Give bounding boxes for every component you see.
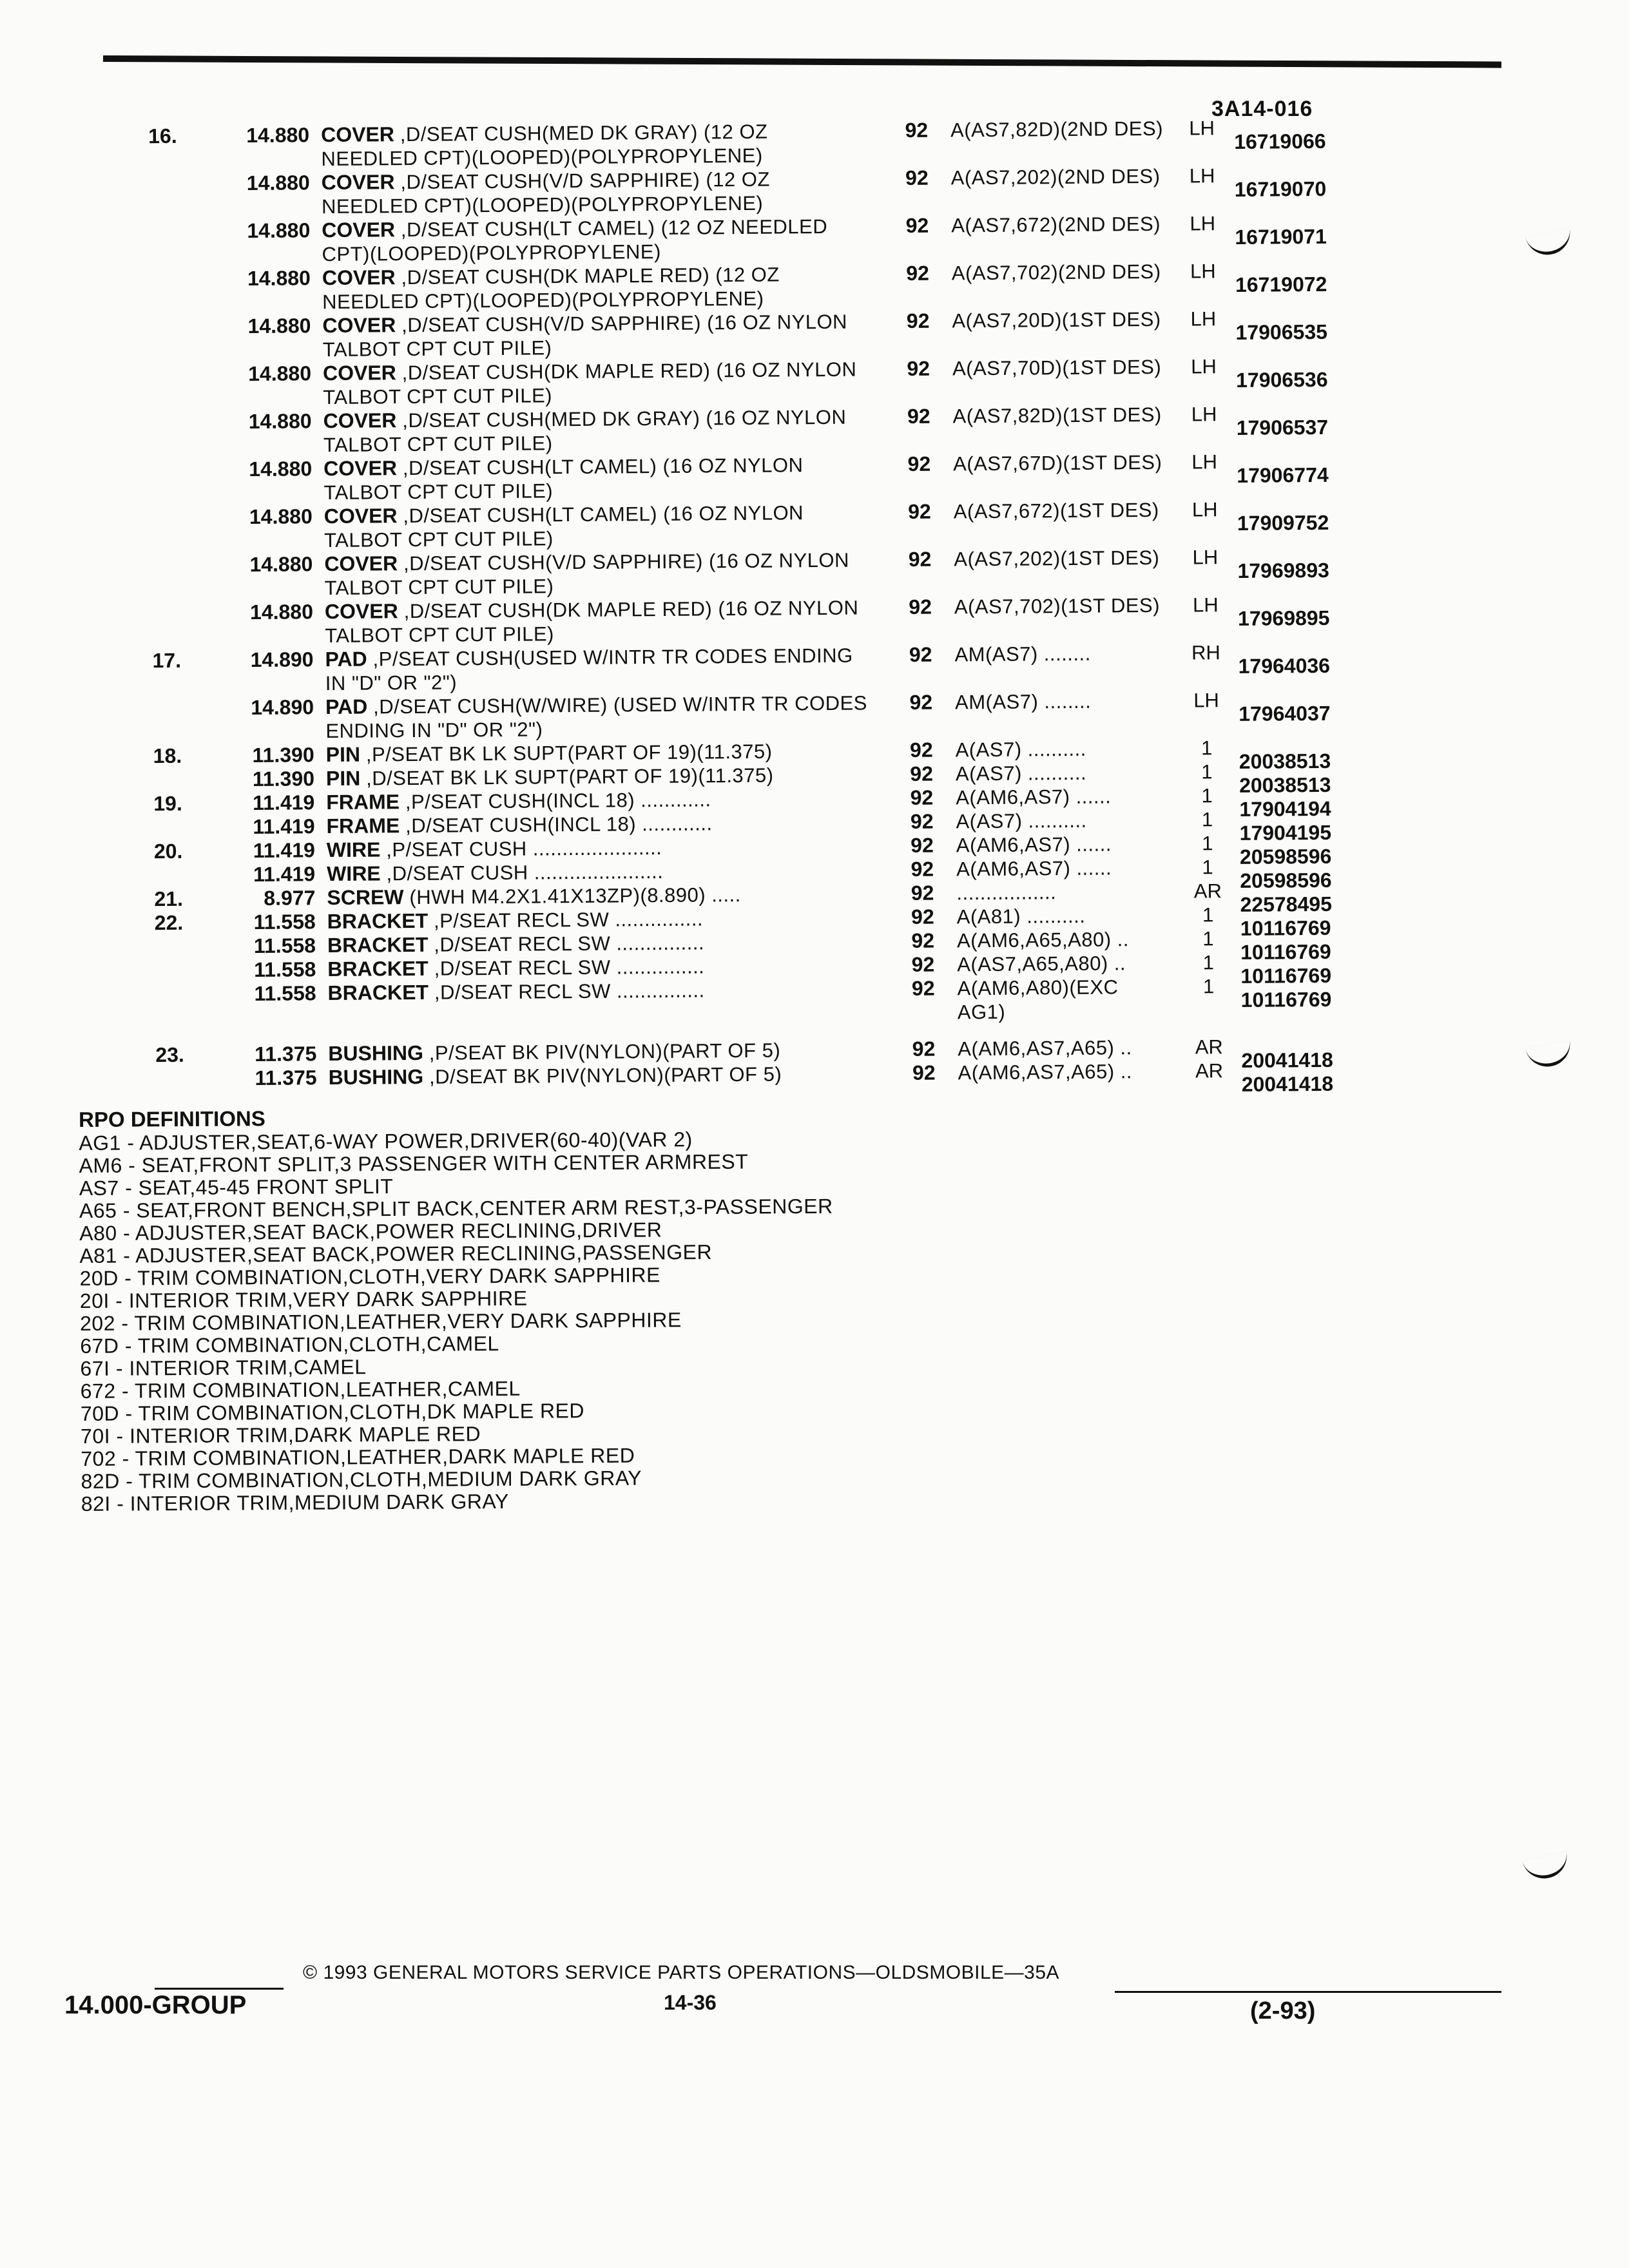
- group-number: 14.880: [249, 600, 314, 624]
- part-description: [322, 166, 870, 218]
- part-name: BUSHING: [328, 1064, 424, 1090]
- model-year: 92: [911, 857, 934, 881]
- item-number: [151, 505, 209, 506]
- part-description: [322, 262, 871, 314]
- rpo-item: AG1 - ADJUSTER,SEAT,6-WAY POWER,DRIVER(60-40)(VAR 2): [79, 1128, 693, 1155]
- quantity: LH: [1193, 689, 1220, 712]
- group-number: 14.880: [247, 314, 311, 338]
- group-number: 14.880: [246, 123, 310, 147]
- group-number: 14.880: [249, 552, 313, 576]
- part-detail: ,P/SEAT CUSH ......................: [386, 836, 662, 861]
- item-number: [150, 362, 208, 363]
- part-name: COVER: [324, 552, 398, 576]
- group-number: 11.558: [254, 957, 316, 981]
- part-name: BRACKET: [327, 932, 429, 957]
- group-number: 14.890: [250, 648, 314, 671]
- part-name: COVER: [322, 361, 396, 385]
- part-name: PIN: [325, 742, 361, 767]
- model-year: 92: [907, 404, 930, 428]
- model-year: 92: [910, 762, 934, 785]
- usage-code: A(AM6,AS7) ......: [956, 832, 1112, 857]
- model-year: 92: [908, 499, 931, 523]
- rpo-item: 202 - TRIM COMBINATION,LEATHER,VERY DARK SAPPHIRE: [79, 1308, 682, 1335]
- item-number: [155, 1066, 213, 1067]
- part-description: [323, 405, 871, 457]
- quantity: 1: [1200, 736, 1213, 760]
- part-description: [324, 500, 872, 552]
- part-description: [324, 548, 872, 600]
- rpo-item: 702 - TRIM COMBINATION,LEATHER,DARK MAPLE RED: [81, 1443, 635, 1470]
- part-description: [325, 691, 874, 743]
- part-number: 17904194: [1239, 796, 1331, 821]
- item-number: [149, 314, 207, 315]
- group-number: 14.890: [251, 695, 314, 719]
- part-number: 17969895: [1237, 606, 1330, 630]
- item-number: 17.: [152, 648, 182, 673]
- rpo-list: [79, 1126, 1048, 1515]
- usage-code: A(AS7,20D)(1ST DES): [952, 307, 1161, 332]
- group-number: 14.880: [246, 171, 310, 195]
- part-name: COVER: [323, 456, 398, 481]
- usage-code: A(AS7,82D)(1ST DES): [952, 403, 1162, 428]
- usage-code: A(AM6,AS7) ......: [956, 785, 1112, 809]
- part-name: COVER: [322, 265, 396, 290]
- rpo-item: 672 - TRIM COMBINATION,LEATHER,CAMEL: [80, 1376, 521, 1403]
- part-name: COVER: [323, 504, 398, 528]
- part-name: SCREW: [327, 885, 404, 910]
- part-description: [325, 595, 873, 648]
- part-number: 17906774: [1237, 463, 1329, 487]
- model-year: 92: [911, 833, 934, 857]
- quantity: 1: [1202, 856, 1213, 879]
- model-year: 92: [909, 690, 933, 714]
- part-number: 16719071: [1235, 224, 1327, 249]
- model-year: 92: [912, 1037, 936, 1061]
- part-description: [321, 119, 869, 171]
- usage-code: A(AS7,82D)(2ND DES): [950, 117, 1164, 142]
- group-number: 14.880: [249, 457, 313, 481]
- part-number: 17906536: [1236, 367, 1328, 392]
- group-number: 11.375: [255, 1042, 317, 1066]
- part-description: [322, 309, 871, 361]
- group-number: 11.390: [252, 767, 315, 791]
- model-year: 92: [907, 452, 931, 476]
- part-number: 17964036: [1238, 653, 1331, 678]
- part-detail: ,D/SEAT CUSH(LT CAMEL) (16 OZ NYLON TALBOT CPT CUT PILE): [323, 454, 804, 505]
- quantity: 1: [1201, 808, 1213, 831]
- group-number: 11.558: [253, 934, 316, 957]
- usage-code: AM(AS7) ........: [954, 689, 1092, 714]
- model-year: 92: [909, 642, 932, 666]
- item-number: 16.: [148, 124, 177, 148]
- part-number: 17906535: [1235, 320, 1328, 344]
- usage-code: A(AS7,67D)(1ST DES): [953, 450, 1162, 476]
- part-name: FRAME: [326, 790, 400, 814]
- rpo-item: 82I - INTERIOR TRIM,MEDIUM DARK GRAY: [81, 1489, 509, 1515]
- usage-code: A(AS7,702)(2ND DES): [951, 260, 1161, 285]
- group-number: 11.419: [253, 862, 316, 886]
- usage-code: .................: [956, 881, 1057, 905]
- part-number: 20038513: [1239, 749, 1331, 773]
- model-year: 92: [908, 547, 932, 571]
- part-name: COVER: [323, 408, 397, 433]
- quantity: AR: [1195, 1059, 1224, 1082]
- part-detail: ,D/SEAT CUSH(V/D SAPPHIRE) (16 OZ NYLON TALBOT CPT CUT PILE): [322, 310, 848, 361]
- rpo-definitions: [79, 1102, 1048, 1515]
- model-year: 92: [912, 1061, 936, 1084]
- part-detail: ,D/SEAT CUSH ......................: [386, 860, 664, 885]
- group-number: 11.558: [254, 981, 316, 1005]
- model-year: 92: [911, 976, 935, 1000]
- usage-code: A(AS7,672)(2ND DES): [951, 212, 1161, 237]
- quantity: LH: [1191, 355, 1217, 378]
- model-year: 92: [911, 928, 935, 952]
- group-number: 14.880: [247, 266, 311, 290]
- top-rule: [103, 55, 1501, 68]
- part-detail: ,D/SEAT CUSH(MED DK GRAY) (12 OZ NEEDLED CPT)(LOOPED)(POLYPROPYLENE): [321, 120, 768, 171]
- part-detail: ,D/SEAT CUSH(MED DK GRAY) (16 OZ NYLON TALBOT CPT CUT PILE): [323, 405, 847, 457]
- part-detail: ,D/SEAT CUSH(INCL 18) ............: [405, 812, 713, 838]
- item-number: [153, 696, 211, 697]
- part-detail: ,D/SEAT CUSH(LT CAMEL) (16 OZ NYLON TALBOT CPT CUT PILE): [323, 501, 804, 552]
- item-number: [153, 767, 211, 768]
- model-year: 92: [910, 785, 934, 809]
- part-detail: ,P/SEAT CUSH(USED W/INTR TR CODES ENDING IN "D" OR "2"): [325, 644, 853, 695]
- group-number: 11.419: [253, 838, 315, 862]
- usage-code: A(AS7,70D)(1ST DES): [952, 355, 1162, 380]
- rpo-item: 67I - INTERIOR TRIM,CAMEL: [80, 1355, 367, 1380]
- part-detail: ,D/SEAT RECL SW ...............: [434, 955, 705, 980]
- item-number: [149, 171, 207, 172]
- part-name: BRACKET: [327, 980, 429, 1005]
- part-number: 20598596: [1240, 868, 1332, 892]
- part-detail: ,P/SEAT BK PIV(NYLON)(PART OF 5): [429, 1039, 781, 1064]
- copyright: © 1993 GENERAL MOTORS SERVICE PARTS OPERATIONS—OLDSMOBILE—35A: [303, 1962, 1060, 1983]
- quantity: LH: [1189, 117, 1215, 140]
- part-name: BRACKET: [327, 956, 429, 981]
- part-name: PIN: [325, 766, 361, 791]
- usage-code: A(AS7) ..........: [955, 737, 1086, 762]
- rpo-item: AS7 - SEAT,45-45 FRONT SPLIT: [79, 1175, 394, 1200]
- part-name: FRAME: [326, 814, 400, 838]
- rpo-item: 20I - INTERIOR TRIM,VERY DARK SAPPHIRE: [79, 1286, 528, 1312]
- parts-table: [0, 113, 1629, 1096]
- model-year: 92: [905, 213, 929, 237]
- copyright-rule: [1115, 1991, 1501, 1993]
- part-name: BUSHING: [328, 1041, 424, 1066]
- part-description: [323, 452, 872, 505]
- revision-date: (2-93): [1250, 1997, 1316, 2024]
- model-year: 92: [909, 738, 933, 762]
- usage-code: A(AS7,A65,A80) ..: [957, 952, 1126, 976]
- quantity: RH: [1191, 641, 1221, 664]
- part-number: 20598596: [1239, 844, 1332, 869]
- group-number: 14.880: [248, 361, 312, 385]
- item-number: 23.: [155, 1043, 184, 1067]
- usage-code: A(AS7) ..........: [955, 761, 1087, 785]
- group-label: 14.000-GROUP: [64, 1991, 247, 2019]
- usage-code: A(AM6,AS7,A65) ..: [958, 1036, 1132, 1061]
- part-number: 16719072: [1235, 272, 1327, 296]
- quantity: LH: [1190, 307, 1217, 331]
- group-number: 11.390: [252, 743, 314, 767]
- usage-code: AM(AS7) ........: [954, 642, 1091, 666]
- model-year: 92: [909, 595, 932, 619]
- part-number: 17904195: [1239, 820, 1332, 845]
- usage-code: A(AM6,A80)(EXC AG1): [957, 975, 1119, 1024]
- usage-code: A(AM6,A65,A80) ..: [956, 928, 1130, 952]
- quantity: LH: [1190, 212, 1216, 235]
- part-number: 10116769: [1240, 939, 1331, 964]
- quantity: 1: [1202, 975, 1215, 998]
- group-number: 8.977: [264, 886, 316, 910]
- part-description: [323, 357, 871, 409]
- usage-code: A(AS7,672)(1ST DES): [953, 498, 1159, 523]
- quantity: LH: [1191, 450, 1218, 474]
- rpo-item: A81 - ADJUSTER,SEAT BACK,POWER RECLINING,PASSENGER: [79, 1240, 713, 1267]
- quantity: AR: [1195, 1035, 1223, 1059]
- section-code: 3A14-016: [1211, 97, 1313, 121]
- quantity: 1: [1202, 951, 1215, 974]
- rpo-item: 70I - INTERIOR TRIM,DARK MAPLE RED: [80, 1422, 481, 1448]
- quantity: LH: [1190, 260, 1216, 283]
- rpo-item: 20D - TRIM COMBINATION,CLOTH,VERY DARK SAPPHIRE: [79, 1263, 661, 1290]
- quantity: 1: [1202, 927, 1214, 950]
- group-rule: [155, 1988, 284, 1990]
- binding-mark: [1522, 1851, 1571, 1883]
- model-year: 92: [905, 166, 929, 189]
- quantity: AR: [1193, 879, 1222, 903]
- quantity: 1: [1202, 903, 1214, 927]
- part-description: [322, 214, 870, 266]
- item-number: [155, 958, 213, 959]
- item-number: 18.: [153, 744, 182, 768]
- usage-code: A(AS7,202)(2ND DES): [950, 164, 1161, 189]
- part-detail: (HWH M4.2X1.41X13ZP)(8.890) .....: [409, 883, 741, 909]
- part-detail: ,D/SEAT CUSH(DK MAPLE RED) (12 OZ NEEDLED CPT)(LOOPED)(POLYPROPYLENE): [322, 263, 780, 314]
- part-name: COVER: [322, 218, 396, 242]
- quantity: 1: [1201, 760, 1213, 783]
- usage-code: A(AS7) ..........: [956, 809, 1087, 833]
- part-name: BRACKET: [327, 908, 429, 934]
- part-detail: ,P/SEAT CUSH(INCL 18) ............: [405, 788, 711, 814]
- usage-code: A(AM6,AS7,A65) ..: [958, 1060, 1133, 1084]
- item-number: 20.: [153, 839, 183, 863]
- part-name: PAD: [325, 647, 367, 671]
- page-number: 14-36: [664, 1991, 717, 2014]
- usage-code: A(AS7,702)(1ST DES): [954, 593, 1161, 619]
- part-number: 22578495: [1240, 892, 1333, 916]
- rpo-item: 70D - TRIM COMBINATION,CLOTH,DK MAPLE RED: [80, 1399, 585, 1425]
- model-year: 92: [911, 905, 934, 928]
- quantity: 1: [1201, 784, 1213, 807]
- part-detail: ,D/SEAT CUSH(LT CAMEL) (12 OZ NEEDLED CPT)(LOOPED)(POLYPROPYLENE): [322, 215, 828, 266]
- item-number: [153, 815, 211, 816]
- part-number: 20041418: [1241, 1072, 1334, 1096]
- group-number: 14.880: [248, 409, 312, 433]
- part-name: COVER: [320, 122, 395, 147]
- part-detail: ,P/SEAT BK LK SUPT(PART OF 19)(11.375): [365, 740, 773, 766]
- rpo-item: 82D - TRIM COMBINATION,CLOTH,MEDIUM DARK GRAY: [81, 1466, 642, 1493]
- rpo-title: RPO DEFINITIONS: [78, 1106, 265, 1131]
- rpo-item: A80 - ADJUSTER,SEAT BACK,POWER RECLINING,DRIVER: [79, 1218, 662, 1245]
- part-description: [328, 1061, 876, 1090]
- model-year: 92: [907, 356, 930, 380]
- part-number: 10116769: [1240, 987, 1332, 1012]
- group-number: 11.419: [253, 814, 315, 838]
- rpo-item: AM6 - SEAT,FRONT SPLIT,3 PASSENGER WITH CENTER ARMREST: [79, 1149, 749, 1177]
- part-number: 16719066: [1234, 129, 1326, 153]
- usage-code: A(A81) ..........: [956, 904, 1086, 928]
- model-year: 92: [911, 952, 935, 976]
- model-year: 92: [906, 261, 929, 285]
- part-detail: ,D/SEAT RECL SW ...............: [434, 979, 705, 1004]
- part-number: 10116769: [1240, 916, 1331, 940]
- model-year: 92: [910, 809, 934, 833]
- part-detail: ,D/SEAT CUSH(DK MAPLE RED) (16 OZ NYLON TALBOT CPT CUT PILE): [325, 596, 859, 648]
- part-number: 20041418: [1241, 1048, 1333, 1072]
- part-name: WIRE: [326, 861, 381, 886]
- part-number: 10116769: [1240, 963, 1332, 988]
- part-detail: ,P/SEAT RECL SW ...............: [433, 907, 704, 932]
- part-name: COVER: [324, 599, 398, 624]
- quantity: LH: [1191, 498, 1218, 521]
- part-detail: ,D/SEAT BK PIV(NYLON)(PART OF 5): [429, 1062, 782, 1088]
- part-detail: ,D/SEAT CUSH(DK MAPLE RED) (16 OZ NYLON TALBOT CPT CUT PILE): [323, 358, 857, 409]
- part-number: 20038513: [1239, 773, 1331, 797]
- part-number: 17969893: [1237, 558, 1329, 582]
- part-name: WIRE: [326, 838, 381, 862]
- group-number: 11.558: [253, 910, 316, 934]
- item-number: [155, 982, 213, 983]
- part-detail: ,D/SEAT CUSH(V/D SAPPHIRE) (12 OZ NEEDLED CPT)(LOOPED)(POLYPROPYLENE): [321, 168, 770, 218]
- part-detail: ,D/SEAT CUSH(V/D SAPPHIRE) (16 OZ NYLON TALBOT CPT CUT PILE): [324, 548, 850, 600]
- rpo-item: A65 - SEAT,FRONT BENCH,SPLIT BACK,CENTER ARM REST,3-PASSENGER: [79, 1194, 833, 1222]
- part-description: [327, 977, 875, 1005]
- group-number: 11.375: [255, 1066, 317, 1090]
- item-number: 22.: [154, 910, 184, 935]
- model-year: 92: [905, 118, 929, 142]
- part-number: 17964037: [1239, 701, 1331, 726]
- part-number: 17909752: [1237, 510, 1329, 535]
- group-number: 14.880: [247, 218, 311, 242]
- part-number: 17906537: [1236, 415, 1329, 439]
- quantity: LH: [1192, 546, 1219, 569]
- part-detail: ,D/SEAT RECL SW ...............: [434, 931, 705, 956]
- part-number: 16719070: [1234, 177, 1327, 201]
- part-name: COVER: [322, 313, 396, 338]
- quantity: LH: [1191, 403, 1217, 426]
- quantity: LH: [1189, 164, 1215, 187]
- group-number: 14.880: [249, 505, 313, 528]
- item-number: [155, 934, 213, 935]
- usage-code: A(AM6,AS7) ......: [956, 856, 1112, 881]
- item-number: [149, 219, 207, 220]
- model-year: 92: [911, 881, 934, 905]
- part-detail: ,D/SEAT BK LK SUPT(PART OF 19)(11.375): [366, 764, 774, 790]
- part-detail: ,D/SEAT CUSH(W/WIRE) (USED W/INTR TR CODES ENDING IN "D" OR "2"): [325, 691, 868, 743]
- item-number: 21.: [154, 887, 184, 911]
- group-number: 11.419: [253, 791, 315, 814]
- item-number: [151, 457, 209, 458]
- quantity: LH: [1192, 593, 1219, 617]
- part-name: PAD: [325, 695, 368, 719]
- part-description: [325, 643, 873, 695]
- rpo-item: 67D - TRIM COMBINATION,CLOTH,CAMEL: [80, 1332, 499, 1358]
- part-name: COVER: [321, 170, 395, 195]
- quantity: 1: [1202, 832, 1213, 855]
- item-number: 19.: [153, 791, 182, 816]
- model-year: 92: [906, 309, 930, 332]
- usage-code: A(AS7,202)(1ST DES): [954, 546, 1160, 571]
